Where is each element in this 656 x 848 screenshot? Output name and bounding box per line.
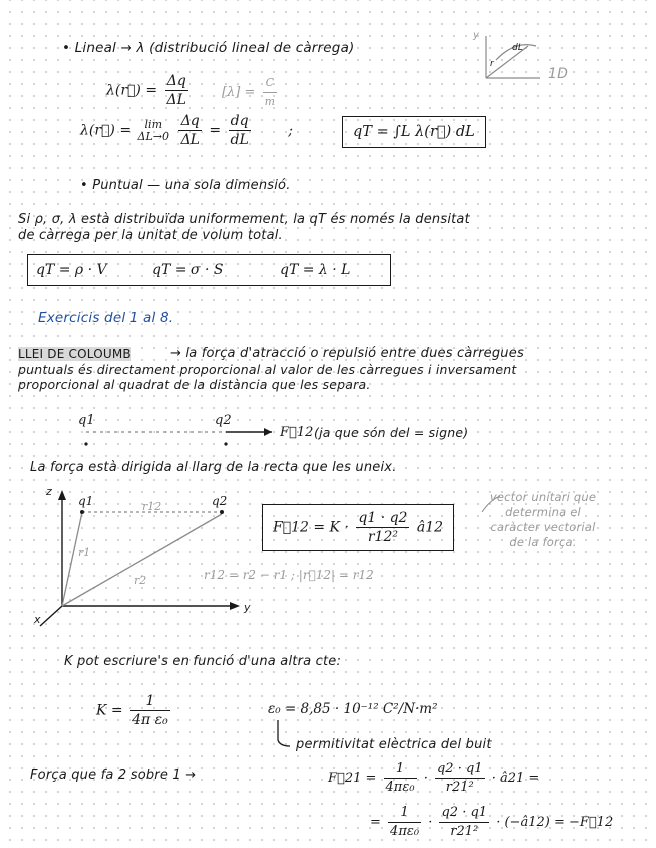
q1-point — [84, 442, 87, 445]
sketch-1d-label: 1D — [548, 66, 569, 82]
diagram-r2-label: r2 — [134, 574, 147, 587]
diagram-z-label: z — [46, 485, 52, 498]
diagram-q2-label: q2 — [212, 494, 228, 508]
units-num: C — [265, 76, 274, 89]
coulomb-title: LLEI DE COLOUMB — [18, 347, 131, 361]
units-lhs: [λ] = — [222, 85, 256, 100]
exercises-note: Exercicis del 1 al 8. — [38, 310, 174, 326]
force21-label: Força que fa 2 sobre 1 → — [30, 768, 197, 783]
same-sign-note: (ja que són del = signe) — [314, 425, 469, 440]
force21-k-fraction — [384, 760, 417, 797]
lineal-heading: • Lineal → λ (distribució lineal de càrrega) — [62, 40, 355, 56]
force21b-tail: · (−â12) = −F⃗12 — [496, 815, 614, 830]
k-fraction — [130, 692, 170, 729]
diagram-r12-label: r12 — [142, 500, 162, 513]
uniform-text-1: Si ρ, σ, λ està distribuïda uniformement, la qT és només la densitat — [18, 212, 470, 227]
force21-formula: F⃗21 = $\frac{1}{\text{4πε₀}}$ · $\frac{q2 \cdot q1}{\text{r21²}}$ · â21 = — [328, 761, 540, 795]
limit-operator — [138, 119, 169, 143]
charge-formulas-box — [27, 254, 391, 286]
lambda-den: ΔL — [166, 92, 186, 108]
limit-fraction — [178, 112, 201, 149]
lambda-lhs: λ(r⃗) = — [106, 82, 158, 99]
sketch-dl-label: dL — [512, 43, 524, 53]
force21b-k-num: 1 — [400, 805, 409, 820]
z-arrowhead — [58, 490, 66, 500]
units-fraction — [263, 74, 277, 111]
force-lhs: F⃗12 = K · — [273, 519, 349, 536]
y-arrowhead — [230, 602, 240, 610]
epsilon-formula: ε₀ = 8,85 · 10⁻¹² C²/N·m² — [268, 701, 438, 717]
sketch-r-label: r — [490, 59, 494, 69]
total-charge-box: qT = ∫L λ(r⃗) dL — [342, 116, 486, 148]
q2-point — [224, 442, 227, 445]
x-axis — [40, 606, 62, 626]
force21-k-num: 1 — [395, 761, 405, 776]
k-text: K pot escriure's en funció d'una altra cte: — [64, 654, 342, 669]
k-den: 4π ε₀ — [132, 712, 168, 728]
diagram-r1-label: r1 — [78, 546, 91, 559]
diagram-q1-point — [80, 510, 84, 514]
force21b-q-num: q2 · q1 — [441, 805, 488, 820]
limit-den: ΔL — [180, 132, 200, 148]
force21b-k-fraction — [388, 804, 421, 841]
limit-num: Δq — [180, 113, 200, 129]
force-num: q1 · q2 — [358, 510, 408, 526]
diagram-x-label: x — [34, 613, 41, 626]
puntual-line: • Puntual — una sola dimensió. — [80, 178, 291, 193]
coulomb-text-3: proporcional al quadrat de la distància que les separa. — [18, 377, 371, 392]
lambda-definition — [106, 72, 191, 109]
permittivity-label: permitivitat elèctrica del buit — [296, 737, 492, 752]
force21b-q-den: r21² — [439, 822, 489, 841]
formula-line: qT = λ · L — [280, 262, 351, 278]
coulomb-text-1: → la força d'atracció o repulsió entre dues càrregues — [170, 346, 524, 361]
force-f12-label: F⃗12 — [280, 425, 314, 440]
lambda-num: Δq — [166, 73, 186, 89]
sketch-y-label: y — [473, 30, 480, 41]
force21-unit: · â21 = — [491, 771, 540, 786]
force-den: r12² — [356, 527, 409, 546]
coulomb-heading — [18, 346, 131, 362]
force21-k-den: 4πε₀ — [385, 780, 415, 795]
unit-vector-note — [468, 490, 618, 550]
limit-top: lim — [144, 117, 162, 131]
unit-note-line-3: caràcter vectorial — [490, 520, 596, 534]
limit-separator: ; — [288, 122, 293, 139]
diagram-y-label: y — [244, 601, 251, 614]
diagram-q2-point — [220, 510, 224, 514]
limit-lhs: λ(r⃗) = — [80, 122, 132, 139]
force21-lhs: F⃗21 = — [328, 771, 377, 786]
lambda-fraction — [165, 72, 188, 109]
force21-q-den: r21² — [435, 778, 485, 797]
unit-note-line-2: determina el — [505, 505, 581, 519]
limit-equals: = — [209, 122, 222, 139]
derivative-den: dL — [230, 132, 249, 148]
coulomb-text-2: puntuals és directament proporcional al valor de les càrregues i inversament — [18, 362, 517, 377]
charge-q2-label: q2 — [215, 413, 232, 428]
coulomb-force-box — [262, 504, 454, 551]
formula-surface: qT = σ · S — [152, 262, 224, 278]
direction-text: La força està dirigida al llarg de la recta que les uneix. — [30, 460, 397, 475]
permittivity-hook — [278, 720, 290, 746]
derivative-num: dq — [230, 113, 249, 129]
k-num: 1 — [145, 693, 155, 709]
k-formula — [96, 692, 173, 729]
unit-note-line-4: de la força. — [509, 535, 577, 549]
force-unit-vector: â12 — [416, 519, 444, 536]
force21-line2: = $\frac{1}{\text{4πε₀}}$ · $\frac{q2 \cdot q1}{\text{r21²}}$ · (−â12) = −F⃗12 — [370, 805, 614, 839]
force21b-q-fraction — [439, 804, 489, 841]
uniform-text-2: de càrrega per la unitat de volum total. — [18, 228, 283, 243]
r12-relation: r12 = r2 − r1 ; |r⃗12| = r12 — [204, 568, 374, 582]
force21-q-num: q2 · q1 — [436, 761, 483, 776]
diagram-q1-label: q1 — [78, 494, 94, 508]
force21-q-fraction — [435, 760, 485, 797]
lambda-units — [222, 74, 280, 111]
force-arrowhead — [264, 428, 272, 436]
lambda-limit-formula — [80, 112, 293, 149]
force21b-k-den: 4πε₀ — [390, 824, 420, 839]
charge-q1-label: q1 — [78, 413, 95, 428]
unit-note-line-1: vector unitari que — [489, 490, 597, 504]
formula-volume: qT = ρ · V — [36, 262, 107, 278]
k-lhs: K = — [96, 702, 123, 719]
force-fraction — [356, 509, 409, 546]
limit-bottom: ΔL→0 — [137, 129, 169, 143]
derivative-fraction — [229, 112, 251, 149]
units-den: m — [263, 92, 277, 111]
